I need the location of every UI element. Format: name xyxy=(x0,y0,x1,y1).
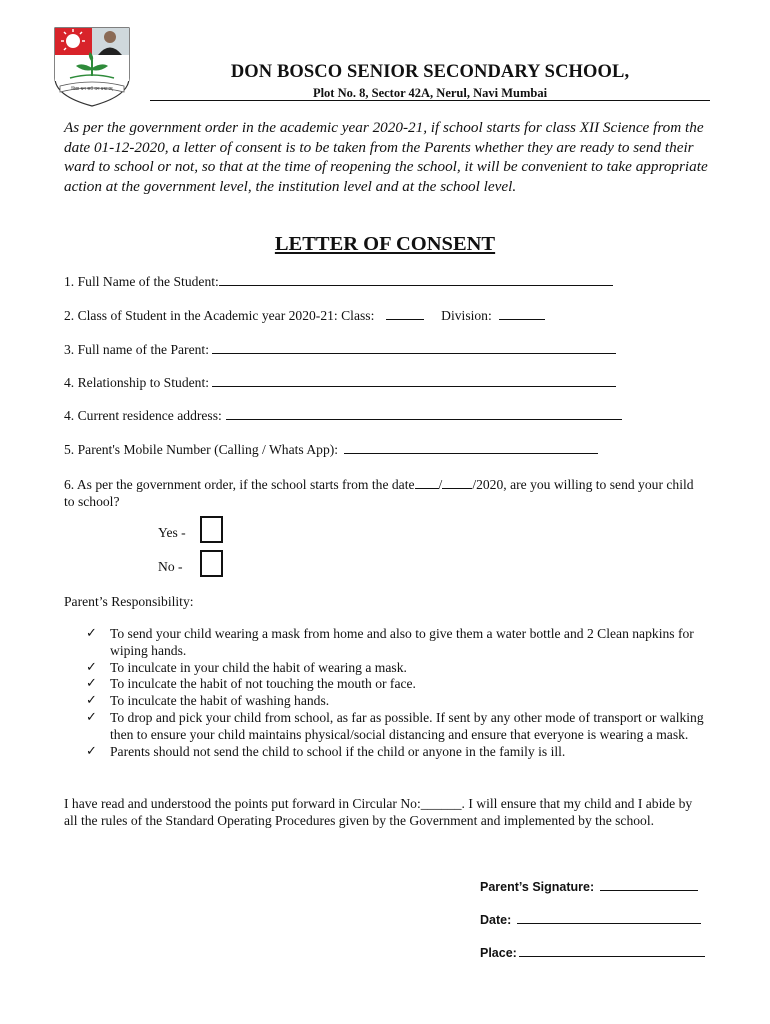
residence-field xyxy=(64,407,622,424)
mobile-label: 5. Parent's Mobile Number (Calling / Whats App): xyxy=(64,442,339,457)
student-name-blank[interactable] xyxy=(219,273,613,286)
circular-number-blank[interactable]: ______ xyxy=(420,796,462,811)
check-icon: ✓ xyxy=(86,659,97,675)
date-day-blank[interactable] xyxy=(415,476,439,489)
list-item: ✓ To inculcate the habit of washing hands. xyxy=(86,693,330,709)
logo-motto: विद्या धन सर्व धन प्रधानम् xyxy=(71,87,113,92)
date-blank[interactable] xyxy=(517,911,701,924)
parent-name-blank[interactable] xyxy=(212,341,616,354)
date-label: Date: xyxy=(480,913,512,927)
declaration-paragraph: I have read and understood the points put forward in Circular No:______. I will ensure that my child and I abide by all the rules of the Standard Operating Procedures given by the Government and implemented by the school. xyxy=(64,796,693,828)
list-item: ✓ To drop and pick your child from school, as far as possible. If sent by any other mode of transport or walking then to ensure your child maintains physical/social distancing and ensure that everyone is wearing a mask. xyxy=(86,709,704,742)
responsibility-heading: Parent’s Responsibility: xyxy=(64,594,194,609)
signature-field xyxy=(480,878,698,894)
yes-checkbox[interactable] xyxy=(200,516,223,543)
check-icon: ✓ xyxy=(86,626,97,641)
no-label: No - xyxy=(158,559,183,574)
class-blank[interactable] xyxy=(386,307,424,320)
mobile-blank[interactable] xyxy=(344,441,598,454)
list-item: ✓ To inculcate in your child the habit of wearing a mask. xyxy=(86,659,407,675)
school-logo xyxy=(52,26,132,108)
check-icon: ✓ xyxy=(86,676,97,692)
mobile-field xyxy=(64,441,598,458)
date-month-blank[interactable] xyxy=(442,476,472,489)
class-field xyxy=(64,307,545,324)
check-icon: ✓ xyxy=(86,743,97,759)
date-field xyxy=(480,911,701,927)
relationship-label: 4. Relationship to Student: xyxy=(64,375,209,390)
residence-blank[interactable] xyxy=(226,407,622,420)
question-6 xyxy=(64,476,694,510)
list-item: ✓ To send your child wearing a mask from home and also to give them a water bottle and 2 Clean napkins for wiping hands. xyxy=(86,626,694,658)
place-field xyxy=(480,944,705,960)
school-address: Plot No. 8, Sector 42A, Nerul, Navi Mumbai xyxy=(312,86,548,100)
relationship-field xyxy=(64,374,616,391)
check-icon: ✓ xyxy=(86,693,97,709)
header-divider xyxy=(150,100,710,101)
yes-label: Yes - xyxy=(158,525,186,540)
question-6-text-start: 6. As per the government order, if the school starts from the date xyxy=(64,477,415,492)
list-item: ✓ To inculcate the habit of not touching the mouth or face. xyxy=(86,676,416,692)
place-blank[interactable] xyxy=(519,944,705,957)
date-separator: / xyxy=(438,477,443,492)
student-name-label: 1. Full Name of the Student: xyxy=(64,274,219,289)
signature-blank[interactable] xyxy=(600,878,698,891)
division-label: Division: xyxy=(441,308,492,323)
check-icon: ✓ xyxy=(86,709,97,725)
list-item: ✓ Parents should not send the child to school if the child or anyone in the family is ill. xyxy=(86,743,566,759)
responsibility-list xyxy=(86,626,716,760)
class-label: 2. Class of Student in the Academic year 2020-21: Class: xyxy=(64,308,375,323)
question-6-text-end: /2020, are you willing to send your child to school? xyxy=(64,477,694,509)
intro-paragraph: As per the government order in the academic year 2020-21, if school starts for class XII Science from the date 01-12-2020, a letter of consent is to be taken from the Parents whether they are ready to send their ward to school or not, so that at the time of reopening the school, it will be convenient to take appropriate action at the government level, the institution level and at the school level. xyxy=(64,119,708,195)
parent-name-label: 3. Full name of the Parent: xyxy=(64,342,209,357)
division-blank[interactable] xyxy=(499,307,545,320)
parent-name-field xyxy=(64,341,616,358)
no-checkbox[interactable] xyxy=(200,550,223,577)
page-title: LETTER OF CONSENT xyxy=(274,233,496,255)
school-name: DON BOSCO SENIOR SECONDARY SCHOOL, xyxy=(230,62,630,82)
residence-label: 4. Current residence address: xyxy=(64,408,222,423)
relationship-blank[interactable] xyxy=(212,374,616,387)
place-label: Place: xyxy=(480,946,517,960)
student-name-field xyxy=(64,273,613,290)
signature-label: Parent’s Signature: xyxy=(480,880,595,894)
